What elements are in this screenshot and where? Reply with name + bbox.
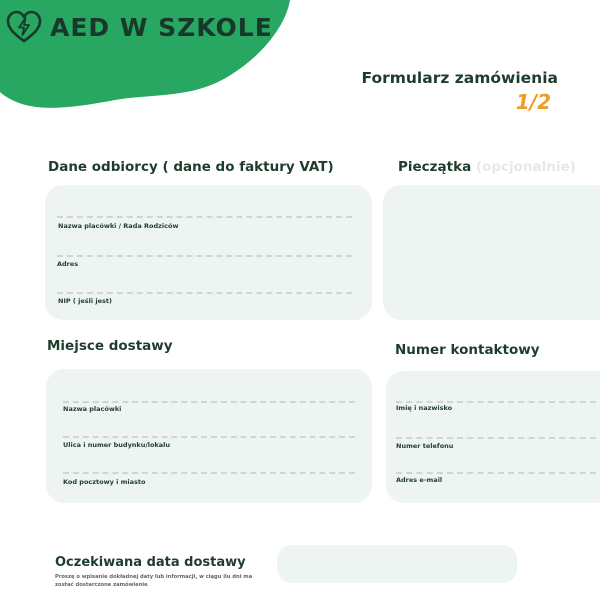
page-indicator: 1/2 bbox=[515, 90, 551, 114]
delivery-place-line[interactable] bbox=[63, 401, 355, 403]
contact-section-title: Numer kontaktowy bbox=[395, 342, 540, 358]
delivery-street-label: Ulica i numer budynku/lokalu bbox=[63, 441, 171, 449]
delivery-panel bbox=[46, 369, 372, 503]
recipient-panel bbox=[45, 185, 372, 320]
contact-phone-line[interactable] bbox=[396, 437, 600, 439]
stamp-optional-label: (opcjonalnie) bbox=[475, 159, 576, 175]
stamp-section-title bbox=[398, 159, 576, 175]
delivery-date-note: Proszę o wpisanie dokładnej daty lub informacji, w ciągu ilu dni ma zostać dostarczone zamówienie bbox=[55, 574, 253, 588]
stamp-title: Pieczątka bbox=[398, 159, 472, 175]
delivery-street-line[interactable] bbox=[63, 436, 355, 438]
delivery-postal-label: Kod pocztowy i miasto bbox=[63, 478, 146, 486]
contact-name-line[interactable] bbox=[396, 401, 600, 403]
contact-name-label: Imię i nazwisko bbox=[396, 404, 453, 412]
recipient-address-label: Adres bbox=[57, 260, 79, 268]
delivery-date-input[interactable] bbox=[277, 545, 517, 583]
delivery-section-title: Miejsce dostawy bbox=[47, 338, 173, 354]
recipient-name-label: Nazwa placówki / Rada Rodziców bbox=[58, 222, 179, 230]
brand-name: AED W SZKOLE bbox=[50, 13, 273, 42]
recipient-name-line[interactable] bbox=[57, 216, 352, 218]
contact-email-line[interactable] bbox=[396, 472, 600, 474]
delivery-postal-line[interactable] bbox=[63, 472, 355, 474]
contact-email-label: Adres e-mail bbox=[396, 476, 443, 484]
heart-lightning-icon bbox=[6, 10, 42, 44]
delivery-place-label: Nazwa placówki bbox=[63, 405, 122, 413]
recipient-nip-label: NIP ( jeśli jest) bbox=[58, 297, 112, 305]
form-title: Formularz zamówienia bbox=[361, 69, 558, 87]
contact-panel bbox=[386, 371, 600, 503]
delivery-date-title: Oczekiwana data dostawy bbox=[55, 555, 246, 570]
recipient-address-line[interactable] bbox=[57, 255, 352, 257]
stamp-panel[interactable] bbox=[383, 185, 600, 320]
recipient-nip-line[interactable] bbox=[57, 292, 352, 294]
recipient-section-title: Dane odbiorcy ( dane do faktury VAT) bbox=[48, 159, 334, 175]
contact-phone-label: Numer telefonu bbox=[396, 442, 454, 450]
